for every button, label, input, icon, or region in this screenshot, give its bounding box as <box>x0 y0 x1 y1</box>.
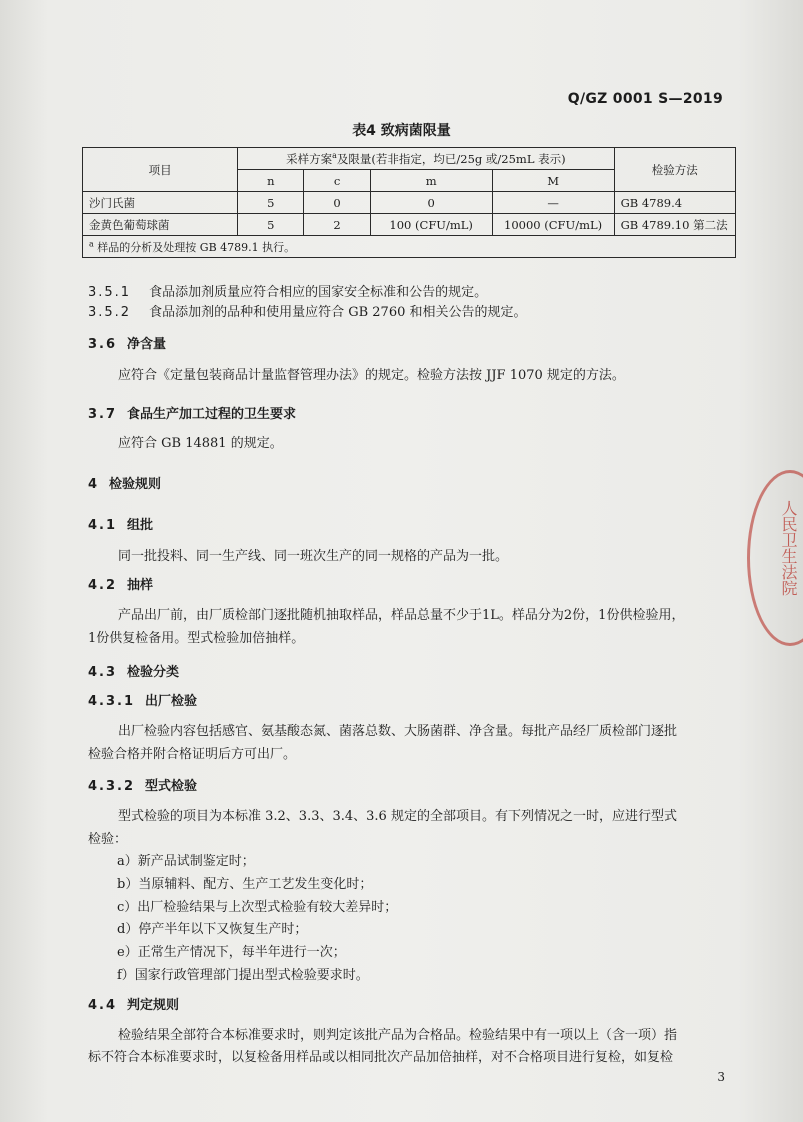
list-item: c）出厂检验结果与上次型式检验有较大差异时； <box>117 900 398 915</box>
header-sampling-plan: 采样方案$^a$及限量(若非指定，均已/25g 或/25mL 表示) <box>238 148 614 170</box>
list-item: f）国家行政管理部门提出型式检验要求时。 <box>117 968 369 983</box>
text-4-1: 同一批投料、同一生产线、同一班次生产的同一规格的产品为一批。 <box>118 549 509 564</box>
header-method: 检验方法 <box>614 148 735 192</box>
text-4-3-1-line1: 出厂检验内容包括感官、氨基酸态氮、菌落总数、大肠菌群、净含量。每批产品经厂质检部门逐批 <box>118 724 678 739</box>
heading-4-3-2: 4.3.2 型式检验 <box>88 779 198 794</box>
text-4-4-line2: 标不符合本标准要求时，以复检备用样品或以相同批次产品加倍抽样，对不合格项目进行复检，如复检 <box>88 1050 674 1065</box>
heading-3-6: 3.6 净含量 <box>88 337 167 352</box>
text-4-4-line1: 检验结果全部符合本标准要求时，则判定该批产品为合格品。检验结果中有一项以上（含一项）指 <box>118 1028 678 1043</box>
text-4-2-line1: 产品出厂前，由厂质检部门逐批随机抽取样品，样品总量不少于1L。样品分为2份，1份供检验用， <box>118 608 685 623</box>
heading-4-1: 4.1 组批 <box>88 518 154 533</box>
clause-3-5-2: 3.5.2 食品添加剂的品种和使用量应符合 GB 2760 和相关公告的规定。 <box>88 305 527 320</box>
text-4-3-2-line2: 检验： <box>88 832 128 847</box>
heading-4: 4 检验规则 <box>88 477 162 492</box>
list-item: a）新产品试制鉴定时； <box>117 854 255 869</box>
text-4-2-line2: 1份供复检备用。型式检验加倍抽样。 <box>88 631 305 646</box>
page-number: 3 <box>717 1070 725 1084</box>
seal-stamp-text: 人民卫生法院 <box>779 500 798 596</box>
table-title: 表4 致病菌限量 <box>352 123 451 139</box>
clause-3-5-1: 3.5.1 食品添加剂质量应符合相应的国家安全标准和公告的规定。 <box>88 285 488 300</box>
header-M: M <box>492 170 614 192</box>
standard-code: Q/GZ 0001 S—2019 <box>567 91 723 107</box>
heading-4-4: 4.4 判定规则 <box>88 998 180 1013</box>
heading-4-3-1: 4.3.1 出厂检验 <box>88 694 198 709</box>
heading-4-3: 4.3 检验分类 <box>88 665 180 680</box>
list-item: b）当原辅料、配方、生产工艺发生变化时； <box>117 877 373 892</box>
list-item: d）停产半年以下又恢复生产时； <box>117 922 308 937</box>
pathogen-limit-table <box>82 147 736 258</box>
heading-3-7: 3.7 食品生产加工过程的卫生要求 <box>88 407 297 422</box>
header-c: c <box>304 170 370 192</box>
table-row: 沙门氏菌 5 0 0 — GB 4789.4 <box>83 192 736 214</box>
table-footnote: $^a$ 样品的分析及处理按 GB 4789.1 执行。 <box>83 236 736 258</box>
heading-4-2: 4.2 抽样 <box>88 578 154 593</box>
text-3-6: 应符合《定量包装商品计量监督管理办法》的规定。检验方法按 JJF 1070 规定的方法。 <box>118 368 625 383</box>
text-3-7: 应符合 GB 14881 的规定。 <box>118 436 283 451</box>
text-4-3-1-line2: 检验合格并附合格证明后方可出厂。 <box>88 747 297 762</box>
header-item: 项目 <box>83 148 238 192</box>
header-m: m <box>370 170 492 192</box>
header-n: n <box>238 170 304 192</box>
table-row: 金黄色葡萄球菌 5 2 100 (CFU/mL) 10000 (CFU/mL) GB 4789.10 第二法 <box>83 214 736 236</box>
text-4-3-2-line1: 型式检验的项目为本标准 3.2、3.3、3.4、3.6 规定的全部项目。有下列情况之一时，应进行型式 <box>118 809 677 824</box>
list-item: e）正常生产情况下，每半年进行一次； <box>117 945 346 960</box>
